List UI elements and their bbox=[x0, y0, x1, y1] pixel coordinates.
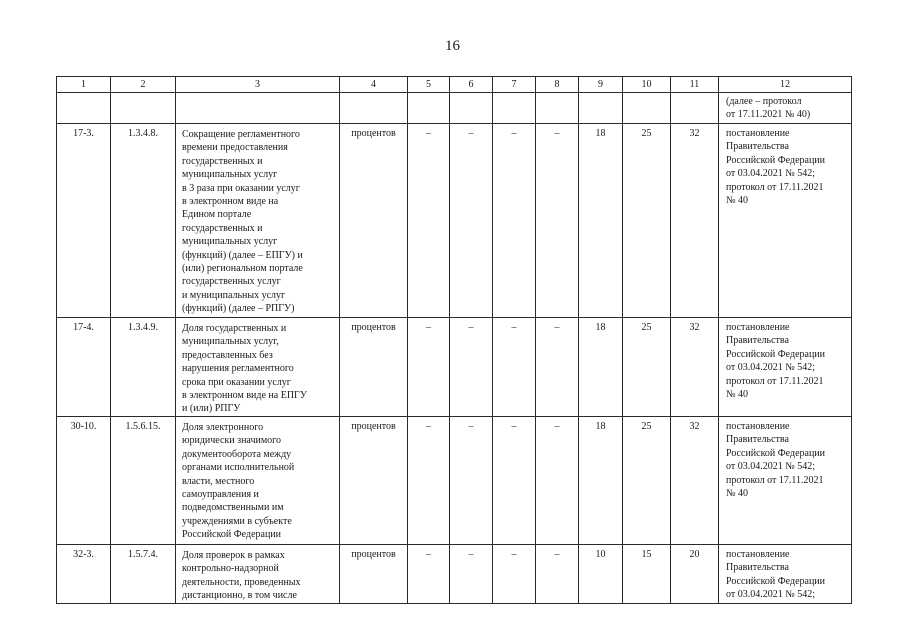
note: постановление Правительства Российской Федерации от 03.04.2021 № 542; bbox=[719, 545, 852, 604]
value-col-8: – bbox=[536, 124, 579, 318]
value-col-9: 18 bbox=[579, 124, 623, 318]
value-col-6: – bbox=[450, 124, 493, 318]
value-col-5: – bbox=[408, 545, 450, 604]
value-col-11: 20 bbox=[671, 545, 719, 604]
column-header: 6 bbox=[450, 77, 493, 93]
column-header: 3 bbox=[176, 77, 340, 93]
value-col-5: – bbox=[408, 318, 450, 417]
value-col-7: – bbox=[493, 417, 536, 545]
value-col-10: 15 bbox=[623, 545, 671, 604]
column-header: 12 bbox=[719, 77, 852, 93]
table-row bbox=[57, 417, 852, 545]
unit: процентов bbox=[340, 545, 408, 604]
column-header: 2 bbox=[111, 77, 176, 93]
column-header: 1 bbox=[57, 77, 111, 93]
value-col-7: – bbox=[493, 318, 536, 417]
value-col-10: 25 bbox=[623, 124, 671, 318]
value-col-7: – bbox=[493, 545, 536, 604]
column-header: 11 bbox=[671, 77, 719, 93]
value-col-11: 32 bbox=[671, 124, 719, 318]
value-col-11: 32 bbox=[671, 318, 719, 417]
note: постановление Правительства Российской Федерации от 03.04.2021 № 542; протокол от 17.11.2021 № 40 bbox=[719, 318, 852, 417]
column-header: 10 bbox=[623, 77, 671, 93]
table-header-row bbox=[57, 77, 852, 93]
value-col-7: – bbox=[493, 124, 536, 318]
row-code: 1.5.7.4. bbox=[111, 545, 176, 604]
value-col-9: 18 bbox=[579, 417, 623, 545]
value-col-6: – bbox=[450, 417, 493, 545]
indicator-name: Сокращение регламентного времени предоставления государственных и муниципальных услуг в 3 раза при оказании услуг в электронном виде на Едином портале государственных и муниципальных услуг (функций) (далее – ЕПГУ) и (или) региональном портале государственных услуг и муниципальных услуг (функций) (далее – РПГУ) bbox=[176, 124, 340, 318]
row-code: 1.3.4.9. bbox=[111, 318, 176, 417]
value-col-11: 32 bbox=[671, 417, 719, 545]
row-number: 17-3. bbox=[57, 124, 111, 318]
indicator-name: Доля государственных и муниципальных услуг, предоставленных без нарушения регламентного срока при оказании услуг в электронном виде на ЕПГУ и (или) РПГУ bbox=[176, 318, 340, 417]
indicator-name: Доля проверок в рамках контрольно-надзорной деятельности, проведенных дистанционно, в том числе bbox=[176, 545, 340, 604]
row-code: 1.3.4.8. bbox=[111, 124, 176, 318]
value-col-5: – bbox=[408, 124, 450, 318]
value-col-10: 25 bbox=[623, 417, 671, 545]
column-header: 5 bbox=[408, 77, 450, 93]
value-col-6: – bbox=[450, 318, 493, 417]
note: постановление Правительства Российской Федерации от 03.04.2021 № 542; протокол от 17.11.2021 № 40 bbox=[719, 417, 852, 545]
indicators-table bbox=[56, 76, 852, 604]
value-col-9: 10 bbox=[579, 545, 623, 604]
page-number: 16 bbox=[445, 38, 460, 54]
continuation-note: (далее – протокол от 17.11.2021 № 40) bbox=[719, 93, 852, 124]
value-col-8: – bbox=[536, 417, 579, 545]
continuation-row bbox=[57, 93, 852, 124]
indicator-name: Доля электронного юридически значимого документооборота между органами исполнительной власти, местного самоуправления и подведомственными им учреждениями в субъекте Российской Федерации bbox=[176, 417, 340, 545]
value-col-6: – bbox=[450, 545, 493, 604]
unit: процентов bbox=[340, 417, 408, 545]
column-header: 4 bbox=[340, 77, 408, 93]
row-number: 30-10. bbox=[57, 417, 111, 545]
value-col-9: 18 bbox=[579, 318, 623, 417]
table-row bbox=[57, 318, 852, 417]
value-col-8: – bbox=[536, 545, 579, 604]
column-header: 8 bbox=[536, 77, 579, 93]
table-row bbox=[57, 124, 852, 318]
table-row bbox=[57, 545, 852, 604]
value-col-8: – bbox=[536, 318, 579, 417]
unit: процентов bbox=[340, 124, 408, 318]
note: постановление Правительства Российской Федерации от 03.04.2021 № 542; протокол от 17.11.2021 № 40 bbox=[719, 124, 852, 318]
row-number: 32-3. bbox=[57, 545, 111, 604]
value-col-10: 25 bbox=[623, 318, 671, 417]
row-code: 1.5.6.15. bbox=[111, 417, 176, 545]
column-header: 7 bbox=[493, 77, 536, 93]
row-number: 17-4. bbox=[57, 318, 111, 417]
column-header: 9 bbox=[579, 77, 623, 93]
unit: процентов bbox=[340, 318, 408, 417]
value-col-5: – bbox=[408, 417, 450, 545]
